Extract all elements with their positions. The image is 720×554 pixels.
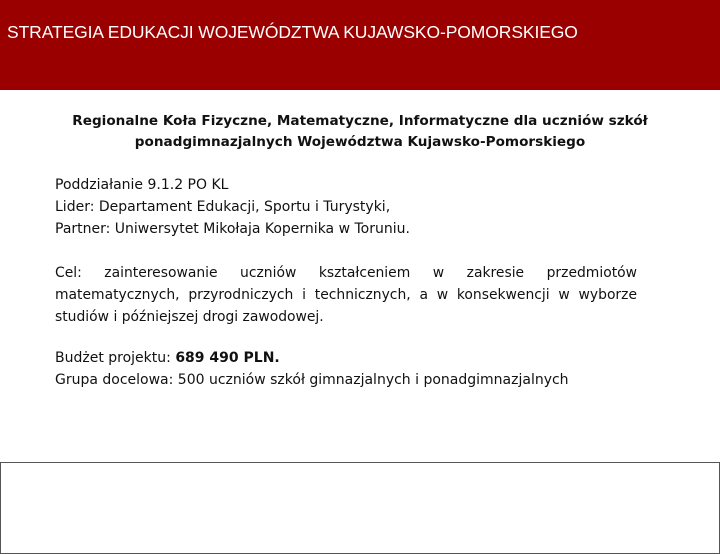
project-title-line-2: ponadgimnazjalnych Województwa Kujawsko-Pomorskiego [134, 134, 586, 150]
budget-line [55, 347, 569, 369]
budget-info [55, 347, 569, 391]
project-title-line-1: Regionalne Koła Fizyczne, Matematyczne, Informatyczne dla uczniów szkół [72, 113, 648, 129]
goal-paragraph: Cel: zainteresowanie uczniów kształceniem w zakresie przedmiotów matematycznych, przyrodniczych i technicznych, a w konsekwencji w wyborze studiów i późniejszej drogi zawodowej. [55, 265, 637, 325]
budget-label: Budżet projektu: [55, 350, 176, 366]
budget-value: 689 490 PLN. [175, 350, 280, 366]
header-band [0, 0, 720, 90]
leader-text: Lider: Departament Edukacji, Sportu i Turystyki, [55, 199, 391, 215]
page-title: STRATEGIA EDUKACJI WOJEWÓDZTWA KUJAWSKO-POMORSKIEGO [7, 22, 578, 42]
partner-text: Partner: Uniwersytet Mikołaja Kopernika w Toruniu. [55, 221, 410, 237]
bottom-frame [0, 462, 720, 554]
target-group-text: Grupa docelowa: 500 uczniów szkół gimnazjalnych i ponadgimnazjalnych [55, 372, 569, 388]
measure-text: Poddziałanie 9.1.2 PO KL [55, 177, 229, 193]
project-title [40, 111, 680, 153]
project-info [55, 174, 410, 240]
